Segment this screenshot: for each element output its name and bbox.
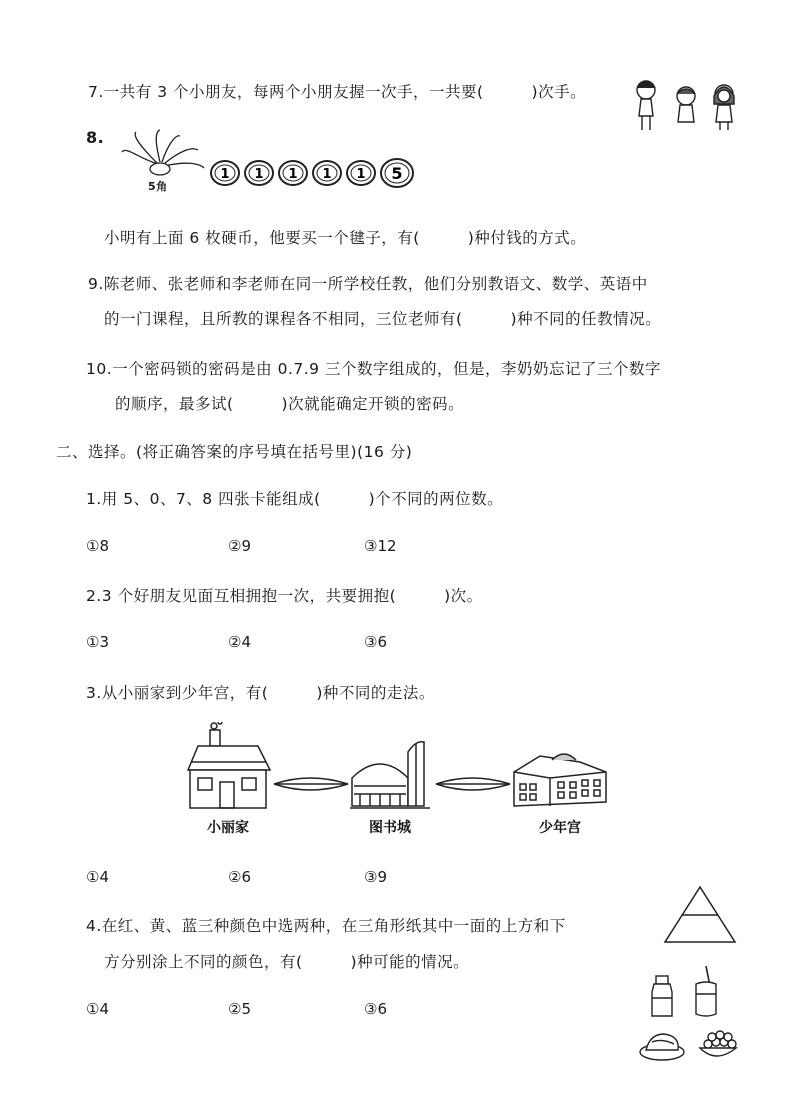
choice-3-option-2: ②6 (228, 868, 251, 886)
choice-2-option-2: ②4 (228, 633, 251, 651)
choice-4-line-2: 方分别涂上不同的颜色，有( )种可能的情况。 (104, 953, 470, 971)
road-group-1 (274, 778, 348, 790)
coin-5-label: 1 (356, 167, 366, 182)
coin-icon (312, 158, 342, 188)
coin-icon (380, 156, 414, 190)
choice-1-option-1: ①8 (86, 537, 109, 555)
place-label-home: 小丽家 (207, 820, 249, 836)
choice-2-option-1: ①3 (86, 633, 109, 651)
choice-1-text: 1.用 5、0、7、8 四张卡能组成( )个不同的两位数。 (86, 490, 504, 508)
choice-4-line-1: 4.在红、黄、蓝三种颜色中选两种，在三角形纸其中一面的上方和下 (86, 917, 566, 935)
choice-2-text: 2.3 个好朋友见面互相拥抱一次，共要拥抱( )次。 (86, 587, 483, 605)
question-7-text: 7.一共有 3 个小朋友，每两个小朋友握一次手，一共要( )次手。 (88, 83, 587, 101)
coin-4-label: 1 (322, 167, 332, 182)
coin-1-label: 1 (220, 167, 230, 182)
place-label-youth-palace: 少年宫 (539, 820, 581, 836)
choice-3-option-3: ③9 (364, 868, 387, 886)
coin-row (210, 158, 420, 188)
question-9-line-1: 9.陈老师、张老师和李老师在同一所学校任教，他们分别教语文、数学、英语中 (88, 275, 648, 293)
choice-4-option-1: ①4 (86, 1000, 109, 1018)
road-group-2 (436, 778, 510, 790)
route-diagram (180, 722, 620, 842)
coin-6-label: 5 (391, 164, 403, 183)
choice-4-option-2: ②5 (228, 1000, 251, 1018)
place-label-bookstore: 图书城 (369, 820, 411, 836)
choice-1-option-3: ③12 (364, 537, 397, 555)
coin-3-label: 1 (288, 167, 298, 182)
coin-icon (210, 158, 240, 188)
choice-2-option-3: ③6 (364, 633, 387, 651)
question-9-line-2: 的一门课程，且所教的课程各不相同，三位老师有( )种不同的任教情况。 (104, 310, 662, 328)
question-8-number: 8. (86, 128, 105, 147)
coin-icon (244, 158, 274, 188)
youth-palace-icon (514, 754, 606, 806)
choice-3-text: 3.从小丽家到少年宫，有( )种不同的走法。 (86, 684, 435, 702)
choice-1-option-2: ②9 (228, 537, 251, 555)
coin-icon (346, 158, 376, 188)
question-10-line-1: 10.一个密码锁的密码是由 0.7.9 三个数字组成的，但是，李奶奶忘记了三个数字 (86, 360, 661, 378)
coin-2-label: 1 (254, 167, 264, 182)
question-10-line-2: 的顺序，最多试( )次就能确定开锁的密码。 (115, 395, 465, 413)
bookstore-icon (350, 742, 430, 808)
choice-4-option-3: ③6 (364, 1000, 387, 1018)
coin-icon (278, 158, 308, 188)
triangle-icon (662, 884, 738, 946)
food-illustration (636, 964, 748, 1068)
children-illustration (628, 74, 740, 134)
question-8-text: 小明有上面 6 枚硬币，他要买一个毽子，有( )种付钱的方式。 (104, 229, 587, 247)
choice-3-option-1: ①4 (86, 868, 109, 886)
house-icon (188, 722, 270, 808)
shuttlecock-price: 5角 (148, 180, 168, 193)
section-2-title: 二、选择。(将正确答案的序号填在括号里)(16 分) (56, 443, 413, 461)
